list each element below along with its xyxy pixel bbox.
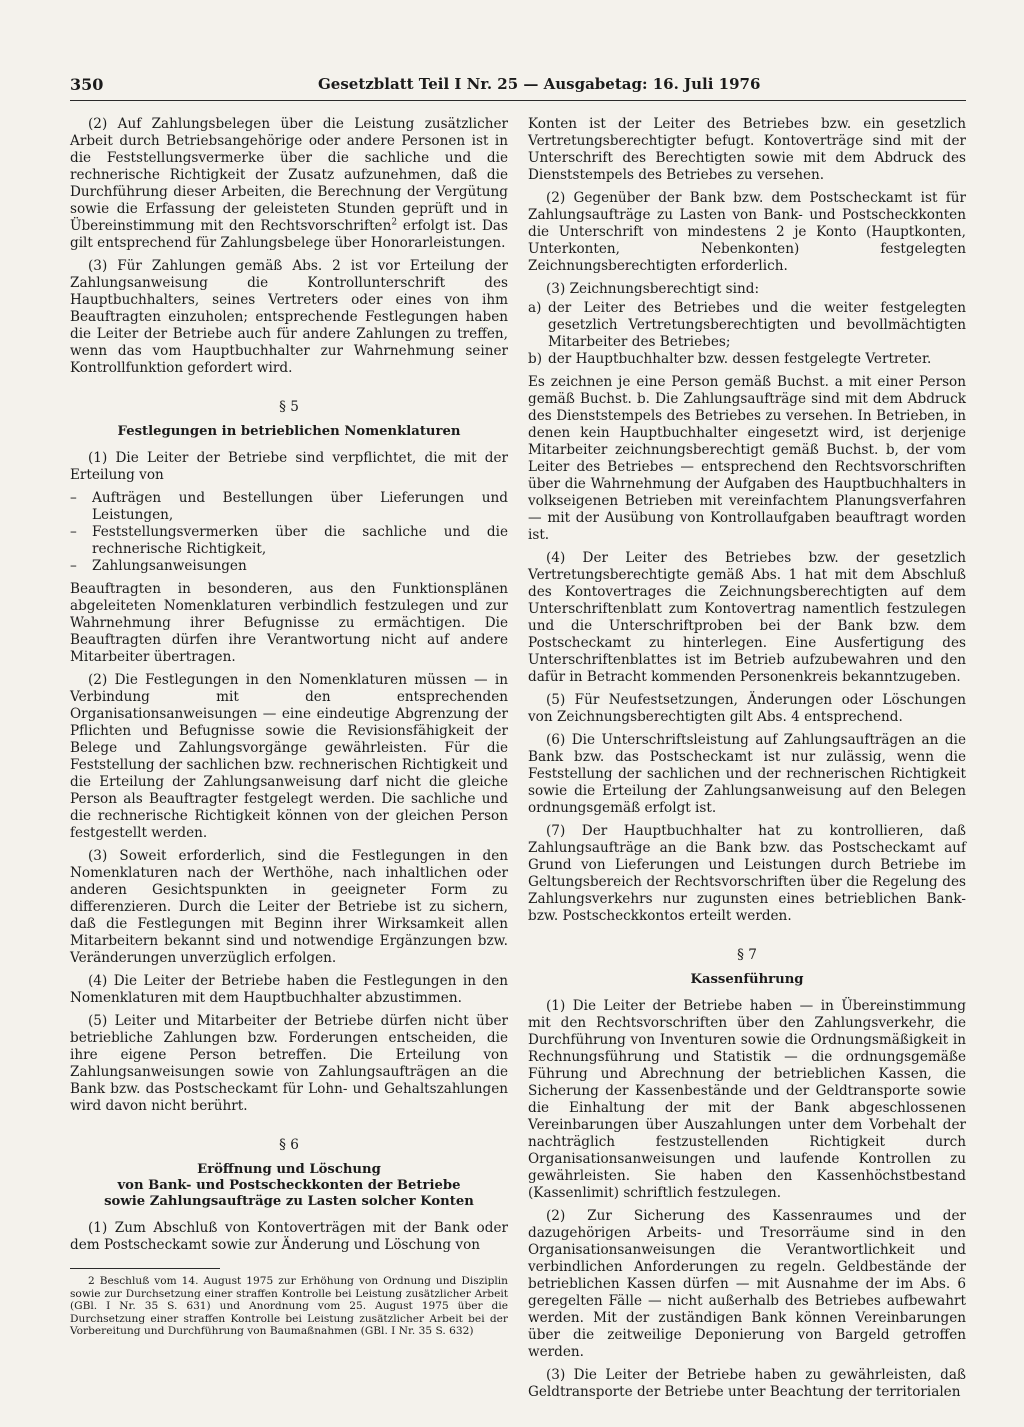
list-item xyxy=(528,300,966,351)
paragraph: (1) Die Leiter der Betriebe sind verpflichtet, die mit der Erteilung von xyxy=(70,450,508,483)
paragraph: (3) Soweit erforderlich, sind die Festlegungen in den Nomenklaturen nach der Werthöhe, nach inhaltlichen oder anderen Gesichtspunkten in geeigneter Form zu differenzieren. Durch die Leiter der Betriebe ist zu sichern, daß die Festlegungen mit Beginn ihrer Wirksamkeit allen Mitarbeitern bekannt sind und notwendige Ergänzungen bzw. Veränderungen unverzüglich erfolgen. xyxy=(70,848,508,966)
paragraph: Es zeichnen je eine Person gemäß Buchst. a mit einer Person gemäß Buchst. b. Die Zahlungsaufträge sind mit dem Abdruck des Dienststempels des Betriebes zu versehen. In Betrieben, in denen kein Hauptbuchhalter eingesetzt wird, ist derjenige Mitarbeiter zeichnungsberechtigt gemäß Buchst. b, der vom Leiter des Betriebes — entsprechend den Rechtsvorschriften über die Wahrnehmung der Aufgaben des Hauptbuchhalters in volkseigenen Betrieben mit vereinfachtem Planungsverfahren — mit der Ausübung von Kontrollaufgaben beauftragt worden ist. xyxy=(528,374,966,543)
heading-line: sowie Zahlungsaufträge zu Lasten solcher Konten xyxy=(104,1194,474,1209)
text: erfolgt ist. Das gilt entsprechend für Zahlungsbelege über Honorarleistungen. xyxy=(70,218,508,251)
dash-marker: – xyxy=(70,558,77,574)
paragraph: (4) Der Leiter des Betriebes bzw. der gesetzlich Vertretungsberechtigte gemäß Abs. 1 hat mit dem Abschluß des Kontovertrages die Zeichnungsberechtigten auf dem Unterschriftenblatt zum Kontovertrag namentlich festzulegen und die Unterschriftproben bei der Bank bzw. dem Postscheckamt zu hinterlegen. Eine Ausfertigung des Unterschriftenblattes ist im Betrieb aufzubewahren und den dafür in Betracht kommenden Personenkreis bekanntzugeben. xyxy=(528,550,966,685)
text: der Leiter des Betriebes und die weiter festgelegten gesetzlich Vertretungsberechtigten und bevollmächtigten Mitarbeiter des Betriebes; xyxy=(548,300,966,350)
footnote-rule xyxy=(70,1268,220,1269)
heading-line: von Bank- und Postscheckkonten der Betriebe xyxy=(117,1178,461,1193)
section-number: § 6 xyxy=(279,1137,299,1153)
list-label: a) xyxy=(528,300,542,316)
section-heading xyxy=(70,1162,508,1210)
list-item xyxy=(70,490,508,524)
gazette-title: Gesetzblatt Teil I Nr. 25 — Ausgabetag: 16. Juli 1976 xyxy=(318,75,761,93)
left-column xyxy=(70,116,508,1344)
paragraph: (3) Zeichnungsberechtigt sind: xyxy=(546,281,760,297)
text: Zahlungsanweisungen xyxy=(92,558,247,574)
page-header xyxy=(70,75,970,99)
paragraph: (7) Der Hauptbuchhalter hat zu kontrollieren, daß Zahlungsaufträge an die Bank bzw. das Postscheckamt auf Grund von Lieferungen und Leistungen durch Betriebe im Geltungsbereich der Rechtsvorschriften über die Regelung des Zahlungsverkehrs nur zugunsten eines betrieblichen Bank- bzw. Postscheckkontos erteilt werden. xyxy=(528,823,966,924)
section-number: § 5 xyxy=(279,399,299,415)
section-heading: Festlegungen in betrieblichen Nomenklaturen xyxy=(117,424,461,439)
paragraph xyxy=(70,116,508,252)
paragraph: (6) Die Unterschriftsleistung auf Zahlungsaufträgen an die Bank bzw. das Postscheckamt ist nur zulässig, wenn die Feststellung der sachlichen und der rechnerischen Richtigkeit sowie die Erteilung der Zahlungsanweisung auf den Belegen ordnungsgemäß erfolgt ist. xyxy=(528,732,966,816)
heading-line: Eröffnung und Löschung xyxy=(197,1162,381,1177)
paragraph: (2) Die Festlegungen in den Nomenklaturen müssen — in Verbindung mit den entsprechenden Organisationsanweisungen — eine eindeutige Abgrenzung der Pflichten und Befugnisse sowie die Revisionsfähigkeit der Belege und Zahlungsvorgänge gewährleisten. Für die Feststellung der sachlichen bzw. rechnerischen Richtigkeit und die Erteilung der Zahlungsanweisung darf nicht die gleiche Person als Beauftragter festgelegt werden. Die sachliche und die rechnerische Richtigkeit können von der gleichen Person festgestellt werden. xyxy=(70,672,508,841)
text: der Hauptbuchhalter bzw. dessen festgelegte Vertreter. xyxy=(548,351,932,367)
paragraph: (1) Die Leiter der Betriebe haben — in Übereinstimmung mit den Rechtsvorschriften über den Zahlungsverkehr, die Durchführung von Inventuren sowie die Ordnungsmäßigkeit in Rechnungsführung und Statistik — die ordnungsgemäße Führung und Abrechnung der betrieblichen Kassen, die Sicherung der Kassenbestände und der Geldtransporte sowie die Einhaltung der mit der Bank abgeschlossenen Vereinbarungen über Auszahlungen unter dem Vorbehalt der nachträglich festzustellenden Richtigkeit durch Organisationsanweisungen und laufende Kontrollen zu gewährleisten. Sie haben den Kassenhöchstbestand (Kassenlimit) schriftlich festzulegen. xyxy=(528,998,966,1201)
text: Aufträgen und Bestellungen über Lieferungen und Leistungen, xyxy=(92,490,508,523)
list-label: b) xyxy=(528,351,543,367)
section-number: § 7 xyxy=(737,947,757,963)
footnote-ref: 2 xyxy=(391,217,398,228)
paragraph: (3) Für Zahlungen gemäß Abs. 2 ist vor Erteilung der Zahlungsanweisung die Kontrollunterschrift des Hauptbuchhalters, seines Vertreters oder eines von ihm Beauftragten einzuholen; entsprechende Festlegungen haben die Leiter der Betriebe auch für andere Zahlungen zu treffen, wenn das vom Hauptbuchhalter zur Wahrnehmung seiner Kontrollfunktion gefordert wird. xyxy=(70,258,508,376)
right-column xyxy=(528,116,966,1407)
paragraph: (3) Die Leiter der Betriebe haben zu gewährleisten, daß Geldtransporte der Betriebe unter Beachtung der territorialen xyxy=(528,1367,966,1400)
paragraph: (2) Gegenüber der Bank bzw. dem Postscheckamt ist für Zahlungsaufträge zu Lasten von Bank- und Postscheckkonten die Unterschrift von mindestens 2 je Konto (Hauptkonten, Unterkonten, Nebenkonten) festgelegten Zeichnungsberechtigten erforderlich. xyxy=(528,190,966,274)
paragraph: (5) Leiter und Mitarbeiter der Betriebe dürfen nicht über betriebliche Zahlungen bzw. Forderungen entscheiden, die ihre eigene Person betreffen. Die Erteilung von Zahlungsanweisungen sowie von Zahlungsaufträgen an die Bank bzw. das Postscheckamt für Lohn- und Gehaltszahlungen wird davon nicht berührt. xyxy=(70,1013,508,1114)
text: Feststellungsvermerken über die sachliche und die rechnerische Richtigkeit, xyxy=(92,524,508,557)
paragraph: (5) Für Neufestsetzungen, Änderungen oder Löschungen von Zeichnungsberechtigten gilt Abs. 4 entsprechend. xyxy=(528,692,966,725)
dash-marker: – xyxy=(70,524,77,540)
paragraph: Konten ist der Leiter des Betriebes bzw. ein gesetzlich Vertretungsberechtigter befugt. Kontoverträge sind mit der Unterschrift des Berechtigten sowie mit dem Abdruck des Dienststempels des Betriebes zu versehen. xyxy=(528,116,966,183)
paragraph: Beauftragten in besonderen, aus den Funktionsplänen abgeleiteten Nomenklaturen verbindlich festzulegen und zur Wahrnehmung ihrer Befugnisse zu ermächtigen. Die Beauftragten dürfen ihre Verantwortung nicht auf andere Mitarbeiter übertragen. xyxy=(70,581,508,665)
footnote: 2 Beschluß vom 14. August 1975 zur Erhöhung von Ordnung und Disziplin sowie zur Durchsetzung einer straffen Kontrolle bei Leistung zusätzlicher Arbeit (GBl. I Nr. 35 S. 631) und Anordnung vom 25. August 1975 über die Durchsetzung einer straffen Kontrolle bei Leistung zusätzlicher Arbeit bei der Vorbereitung und Durchführung von Baumaßnahmen (GBl. I Nr. 35 S. 632) xyxy=(70,1275,508,1338)
list-item xyxy=(70,524,508,558)
list-item xyxy=(70,558,508,575)
header-rule xyxy=(70,100,966,101)
paragraph: (4) Die Leiter der Betriebe haben die Festlegungen in den Nomenklaturen mit dem Hauptbuchhalter abzustimmen. xyxy=(70,973,508,1006)
paragraph: (1) Zum Abschluß von Kontoverträgen mit der Bank oder dem Postscheckamt sowie zur Änderung und Löschung von xyxy=(70,1220,508,1253)
page-number: 350 xyxy=(70,75,104,94)
list-item xyxy=(528,351,966,368)
paragraph: (2) Zur Sicherung des Kassenraumes und der dazugehörigen Arbeits- und Tresorräume sind in den Organisationsanweisungen die Verantwortlichkeit und verbindlichen Anforderungen zu regeln. Geldbestände der betrieblichen Kassen dürfen — mit Ausnahme der im Abs. 6 geregelten Fälle — nicht außerhalb des Betriebes aufbewahrt werden. Mit der zuständigen Bank können Vereinbarungen über die zeitweilige Deponierung von Bargeld getroffen werden. xyxy=(528,1208,966,1360)
section-heading: Kassenführung xyxy=(690,972,804,987)
text: (2) Auf Zahlungsbelegen über die Leistung zusätzlicher Arbeit durch Betriebsangehörige oder andere Personen ist in die Feststellungsvermerke über die sachliche und die rechnerische Richtigkeit der Zusatz aufzunehmen, daß die Durchführung dieser Arbeiten, die Berechnung der Vergütung sowie die Erfassung der geleisteten Stunden geprüft und in Übereinstimmung mit den Rechtsvorschriften xyxy=(70,116,508,234)
dash-marker: – xyxy=(70,490,77,506)
